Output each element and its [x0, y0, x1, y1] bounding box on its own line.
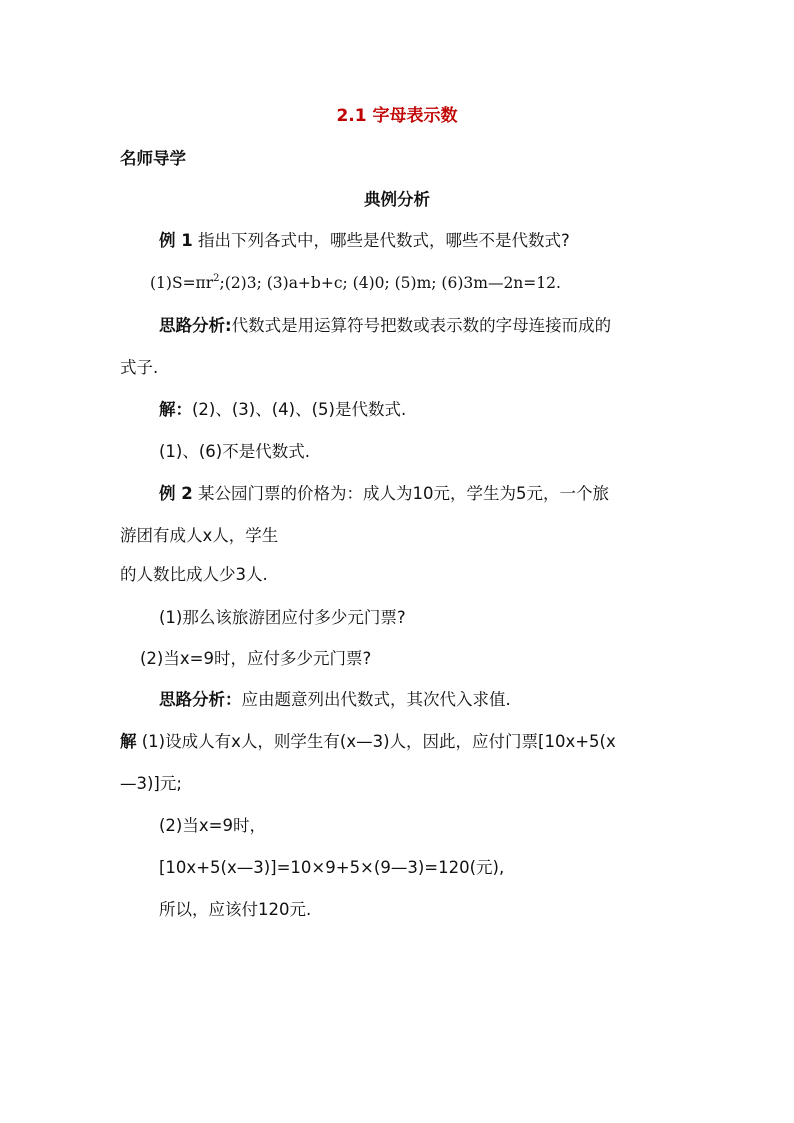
example2-solution-line3: (2)当x=9时，: [159, 816, 266, 835]
example2-sub2: (2)当x=9时，应付多少元门票?: [140, 649, 372, 668]
example2-question-line3: 的人数比成人少3人.: [120, 565, 268, 584]
example2-analysis-label: 思路分析：: [159, 690, 242, 709]
example1-items: [150, 273, 561, 292]
example1-solution-line1: (2)、(3)、(4)、(5)是代数式.: [192, 400, 407, 419]
example2-solution-line1: (1)设成人有x人，则学生有(x—3)人，因此，应付门票[10x+5(x: [141, 732, 616, 751]
example2-question-line2: 游团有成人x人，学生: [120, 526, 279, 545]
example1-label: 例 1: [159, 231, 193, 250]
example1-analysis-line1: 代数式是用运算符号把数或表示数的字母连接而成的: [231, 316, 612, 335]
example2-solution: [120, 734, 616, 751]
example2-solution-line5: 所以，应该付120元.: [159, 900, 312, 919]
example2-question-line1: 某公园门票的价格为：成人为10元，学生为5元，一个旅: [197, 484, 609, 503]
example2-analysis-text: 应由题意列出代数式，其次代入求值.: [241, 690, 511, 709]
example2-solution-line4: [10x+5(x—3)]=10×9+5×(9—3)=120(元),: [159, 858, 505, 877]
example1-analysis-label: 思路分析:: [159, 316, 232, 335]
example2-solution-label: 解: [120, 732, 137, 751]
example1-analysis: [159, 318, 611, 335]
example2-label: 例 2: [159, 484, 193, 503]
example2-question: [159, 486, 609, 503]
example1-items-exponent: 2: [213, 273, 220, 284]
example1-solution: [159, 402, 406, 419]
example1-question-text: 指出下列各式中，哪些是代数式，哪些不是代数式?: [197, 231, 570, 250]
example1-items-prefix: (1)S=πr: [150, 274, 214, 292]
example2-solution-line2: —3)]元;: [120, 774, 182, 793]
example1-solution-label: 解：: [159, 400, 192, 419]
example1-analysis-cont: 式子.: [120, 358, 159, 377]
section-heading: 名师导学: [120, 149, 186, 168]
subsection-heading: 典例分析: [364, 190, 430, 209]
example1-question: [159, 233, 570, 250]
title-text: 2.1 字母表示数: [336, 106, 458, 126]
example1-solution-line2: (1)、(6)不是代数式.: [159, 442, 310, 461]
example2-sub1: (1)那么该旅游团应付多少元门票?: [159, 608, 406, 627]
page-title: [0, 108, 794, 125]
example1-items-rest: ;(2)3; (3)a+b+c; (4)0; (5)m; (6)3m—2n=12.: [219, 274, 561, 292]
example2-analysis: [159, 692, 511, 709]
